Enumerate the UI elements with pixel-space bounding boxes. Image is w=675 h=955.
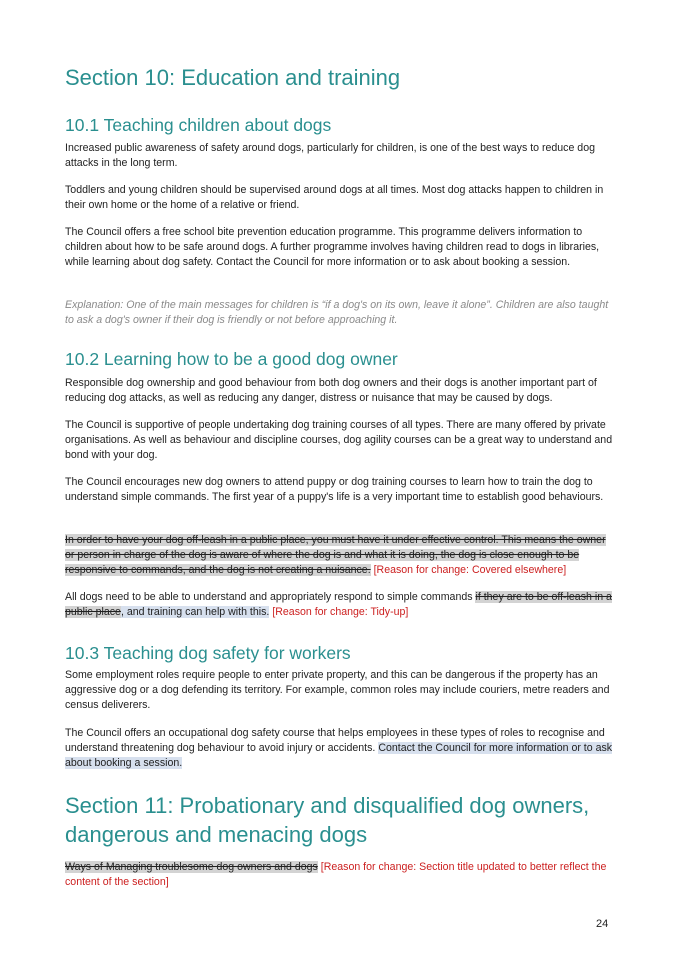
added-text: Contact the Council for more information or to ask about booking a session. <box>65 742 613 769</box>
section-10-title: Section 10: Education and training <box>65 65 401 90</box>
paragraph-text: The Council offers an occupational dog safety course that helps employees in these types of roles to recognise and understand threatening dog behaviour to avoid injury or accidents. <box>65 727 605 754</box>
paragraph-text: All dogs need to be able to understand and appropriately respond to simple commands <box>65 591 476 603</box>
paragraph-10-2-2: The Council is supportive of people undertaking dog training courses of all types. There are many offered by private organisations. As well as behaviour and discipline courses, dog agility courses can be a great way to understand and bond with your dog. <box>65 419 613 461</box>
explanation-10-1: Explanation: One of the main messages for children is “if a dog's on its own, leave it alone”. Children are also taught to ask a dog's owner if their dog is friendly or not before approaching it. <box>65 299 609 326</box>
section-10-3-heading: 10.3 Teaching dog safety for workers <box>65 643 351 663</box>
paragraph-10-1-1: Increased public awareness of safety around dogs, particularly for children, is one of the best ways to reduce dog attacks in the long term. <box>65 142 595 169</box>
paragraph-10-1-3: The Council offers a free school bite prevention education programme. This programme delivers information to children about how to be safe around dogs. A further programme involves having children read to dogs in libraries, while learning about dog safety. Contact the Council for more information or to ask about booking a session. <box>65 226 600 268</box>
deleted-text: In order to have your dog off-leash in a public place, you must have it under effective control. This means the owner or person in charge of the dog is aware of where the dog is and what it is doing, the dog is close enough to be responsive to commands, and the dog is not creating a nuisance. <box>65 534 606 576</box>
paragraph-10-2-1: Responsible dog ownership and good behaviour from both dog owners and their dogs is another important part of reducing dog attacks, as well as reducing any danger, distress or nuisance that may be caused by dogs. <box>65 377 597 404</box>
deleted-text: Ways of Managing troublesome dog owners and dogs <box>65 861 318 873</box>
paragraph-11-tracked <box>65 860 613 890</box>
paragraph-10-2-5-tracked <box>65 590 613 620</box>
change-reason: [Reason for change: Section title updated to better reflect the content of the section] <box>65 861 607 888</box>
paragraph-10-2-3: The Council encourages new dog owners to attend puppy or dog training courses to learn how to train the dog to understand simple commands. The first year of a puppy's life is a very important time to establish good behaviours. <box>65 476 604 503</box>
change-reason: [Reason for change: Covered elsewhere] <box>373 564 567 576</box>
page-number: 24 <box>596 918 609 930</box>
paragraph-10-2-4-tracked <box>65 533 613 578</box>
paragraph-10-3-2-tracked <box>65 726 613 771</box>
paragraph-10-3-1: Some employment roles require people to enter private property, and this can be dangerous if the property has an aggressive dog or a dog defending its territory. For example, common roles may include couriers, metre readers and census deliverers. <box>65 669 610 711</box>
paragraph-10-1-2: Toddlers and young children should be supervised around dogs at all times. Most dog attacks happen to children in their own home or the home of a relative or friend. <box>65 184 604 211</box>
section-10-2-heading: 10.2 Learning how to be a good dog owner <box>65 349 398 369</box>
deleted-text: if they are to be off-leash in a public place <box>65 591 612 618</box>
change-reason: [Reason for change: Tidy-up] <box>272 606 409 618</box>
added-text: , and training can help with this. <box>120 606 270 618</box>
section-10-1-heading: 10.1 Teaching children about dogs <box>65 115 332 135</box>
section-11-title: Section 11: Probationary and disqualified dog owners, dangerous and menacing dogs <box>65 793 590 847</box>
